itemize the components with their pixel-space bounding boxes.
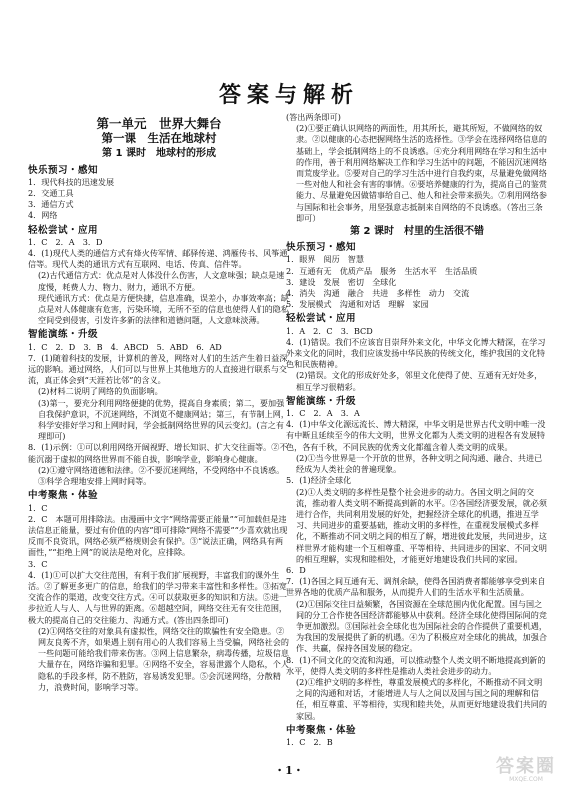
section-heading: 轻松尝试・应用	[28, 224, 99, 236]
answer-line: 4．(1)现代人类的通信方式有烽火传军情、邮驿传递、鸿雁传书、风筝通信等。现代人类的通讯方式有互联网、电话、传真、信件等。	[28, 248, 288, 270]
answer-line: 8．(1)不同文化的交流和沟通，可以推动整个人类文明不断地提高到新的水平，使得人类文明的多样性是推动人类社会进步的动力。	[286, 654, 546, 676]
answer-line: 3．建设 发展 密切 全球化	[286, 276, 397, 287]
page-number: ・1・	[274, 764, 304, 777]
watermark-url: MXQE.COM	[509, 776, 543, 783]
right-column	[286, 112, 548, 748]
section-heading: 智能演练・升级	[286, 395, 357, 407]
answer-line: 4．(1)①可以扩大交往范围，有利于我们扩展视野，丰富我们的课外生活。②了解更多更广的信息，给我们的学习带来丰富性和多样性。③拓宽交流合作的渠道，改变交往方式。④可以获取更多的知识和方法。⑤进一步拉近人与人、人与世界的距离。⑥超越空间，网络交往无有交往范围，极大的提高自己的交往能力、沟通方式。(答出四条即可)	[28, 569, 288, 625]
answer-line: (2)材料二说明了网络的负面影响。	[38, 386, 163, 397]
answer-line: 6．D	[286, 564, 306, 575]
left-sections	[28, 165, 290, 693]
answer-line: (2)①维护文明的多样性，尊重发展模式的多样化，不断推动不同文明之间的沟通和对话，才能增进人与人之间以及国与国之间的理解和信任，相互尊重、平等相待，实现和睦共处，从而更好地建设我们共同的家园。	[296, 676, 547, 721]
answer-line: (3)第一，要充分利用网络便捷的优势，提高自身素质；第二，要加强自我保护意识，不沉迷网络，不浏览不健康网站；第三，有节制上网，科学安排好学习和上网时间，学会抵制网络世界的风云变幻。(言之有理即可)	[38, 397, 289, 442]
answer-line: 4．消失 沟通 融合 共进 多样性 动力 交流	[286, 288, 470, 299]
answer-line: (2)古代通信方式：优点是对人体没什么伤害，人文意味强；缺点是速度慢，耗费人力、物力、财力，通讯不方便。	[38, 270, 285, 292]
answer-line: (2)①要正确认识网络的两面性，用其所长，避其所短，不做网络的奴隶。②以健康的心态把握网络生活的选择性。③学会在选择网络信息的基础上，学会抵制网络上的不良诱惑。④充分利用网络在学习和生活中的作用，善于利用网络解决工作和学习生活中的问题，不能因沉迷网络而荒废学业。⑤要对自己的学习生活中进行自我约束，尽量避免做网络一些对他人和社会有害的事情。⑥要培养健康的行为，提高自己的鉴赏能力、尽量避免因做错事给自己、他人和社会带来损失。⑦利用网络参与国际和社会事务，用坚强意志抵制来自网络的不良诱惑。（答出三条即可）	[296, 123, 547, 223]
answer-line: 1．A 2．C 3．BCD	[286, 325, 373, 336]
answer-line: 2．C 本题可用排除法。由漫画中文字“网络需要正能量”“可加载但是违法信息正能量，要过有价值的内容”即可排除“网络不需要”“少喜欢就出现反而不良资讯，网络必须严格规则会有保护。③“说法正确，网络具有两面性，”“拒绝上网”的说法是绝对化，应排除。	[28, 513, 288, 558]
answer-line: 1．C 2．D 3．B 4．ABCD 5．ABD 6．AD	[28, 341, 222, 352]
watermark-logo	[488, 758, 564, 786]
answer-line: 2．互通有无 优质产品 服务 生活水平 生活品质	[286, 265, 478, 276]
answer-line: (答出两条即可)	[286, 112, 341, 122]
answer-line: 5．发展模式 沟通和对话 理解 家园	[286, 299, 429, 310]
watermark-logo-text: 答案圈	[496, 756, 556, 777]
right-pre-lines	[286, 112, 548, 224]
answer-line: (2)①网络交往的对象具有虚拟性，网络交往的欺骗性有安全隐患。②网友良莠不齐，如果遇上别有用心的人我们容易上当受骗，网络社会的一些问题可能给我们带来伤害。③网上信息繁杂，病毒传播，垃圾信息大量存在，网络诈骗和犯罪。④网络不安全，容易泄露个人隐私，个人隐私的手段多样，防不胜防，容易诱发犯罪。⑤会沉迷网络，分散精力，浪费时间，影响学习等。	[38, 625, 289, 692]
answer-line: 4．网络	[28, 210, 58, 221]
answer-line: 1．C	[28, 502, 48, 513]
unit-title: 第一单元 世界大舞台	[96, 116, 222, 131]
answer-line: 7．(1)各国之间互通有无、调剂余缺，使得各国消费者都能够享受到来自世界各地的优质产品和服务，从而提升人们的生活水平和生活质量。	[286, 576, 546, 598]
section-heading: 快乐预习・感知	[28, 164, 99, 176]
answer-line: 5．(1)经济全球化	[286, 475, 352, 486]
section-heading: 中考聚焦・体验	[286, 724, 357, 736]
right-sections	[286, 242, 548, 748]
answer-line: 1．现代科技的迅速发展	[28, 176, 115, 187]
answer-line: (2)①国际交往日益频繁，各国资源在全球范围内优化配置。国与国之间的分工合作使各国经济都能够从中获利。经济全球化使得国际间的竞争更加激烈。③国际社会全球化也为国际社会的合作提供了重要机遇，为我国的发展提供了新的机遇。④为了积极应对全球化的挑战，加强合作、共赢，保持各国发展的稳定。	[296, 598, 547, 654]
answer-line: 1．C 2．A 3．A	[286, 408, 360, 419]
page-title: 答案与解析	[218, 83, 359, 108]
answer-line: 3．通信方式	[28, 199, 74, 210]
answer-line: 1．眼界 阅历 智慧	[286, 254, 364, 265]
period-title: 第 1 课时 地球村的形成	[102, 148, 216, 160]
answer-line: (2)错误。文化的形成好处多，邻里文化使得了使、互通有无好处多，相互学习很精彩。	[296, 370, 543, 392]
answer-line: (2)①遵守网络道德和法律。②不要沉迷网络，不受网络中不良诱惑。③科学合理地安排上网时间等。	[38, 464, 285, 487]
answer-line: 3．C	[28, 558, 48, 569]
section-heading: 智能演练・升级	[28, 329, 99, 341]
answer-line: 4．(1)错误。我们不应该盲目崇拜外来文化，中华文化博大精深，在学习外来文化的同时，我们应该发扬中华民族的传统文化，维护我国的文化特色和民族精神。	[286, 336, 546, 370]
left-column	[28, 112, 290, 693]
answer-line: 8．(1)示例：①可以利用网络开阔视野、增长知识、扩大交往面等。②不能沉溺于虚拟的网络世界而不能自拔，影响学业，影响身心健康。	[28, 442, 288, 464]
period-title-2: 第 2 课时 村里的生活很不错	[350, 226, 484, 238]
answer-line: 7．(1)随着科技的发展，计算机的普及，网络对人们的生活产生着日益深远的影响。通过网络，人们可以与世界上其他地方的人直接进行联系与交流，真正体会到“天涯若比邻”的含义。	[28, 352, 288, 386]
answer-line: 1．C 2．B	[286, 736, 333, 747]
section-heading: 快乐预习・感知	[286, 242, 357, 254]
answer-line: (2)①当今世界是一个开放的世界，各种文明之间沟通、融合、共进已经成为人类社会的普遍现象。	[296, 452, 543, 475]
answer-line: 现代通讯方式：优点是方便快捷，信息准确，误差小，办事效率高；缺点是对人体健康有危害，污染环境，无所不至的信息也使得人们的隐私空间受到侵害，引发许多新的法律和道德问题，人文意味淡薄。	[38, 292, 289, 326]
section-heading: 中考聚焦・体验	[28, 490, 99, 502]
section-heading: 轻松尝试・应用	[286, 313, 357, 325]
lesson-title: 第一课 生活在地球村	[101, 131, 217, 146]
answer-line: 2．交通工具	[28, 188, 74, 199]
answer-line: 1．C 2．A 3．D	[28, 236, 103, 247]
answer-line: (2)①人类文明的多样性是整个社会进步的动力。各国文明之间的交流，推动着人类文明不断提高到新的水平。②各国经济要发展，就必须进行合作，共同利用发展的好处，把握经济全球化的机遇，推进互学习、共同进步的重要基础，推动文明的多样性，在重视发展模式多样化，不断推动不同文明之间的相互了解，增进彼此发展，共同进步，这样世界才能构建一个互相尊重、平等相待、共同进步的国家、不同文明的相互理解，实现和睦相处，才能更好地建设我们共同的家园。	[296, 486, 547, 564]
answer-line: 4．(1)中华文化源远流长、博大精深，中华文明是世界古代文明中唯一没有中断且延续至今的伟大文明，世界文化都为人类文明的进程各有发展特色，各有千秋，不同民族的优秀文化都蕴含着人类文明的成果。	[286, 419, 546, 452]
